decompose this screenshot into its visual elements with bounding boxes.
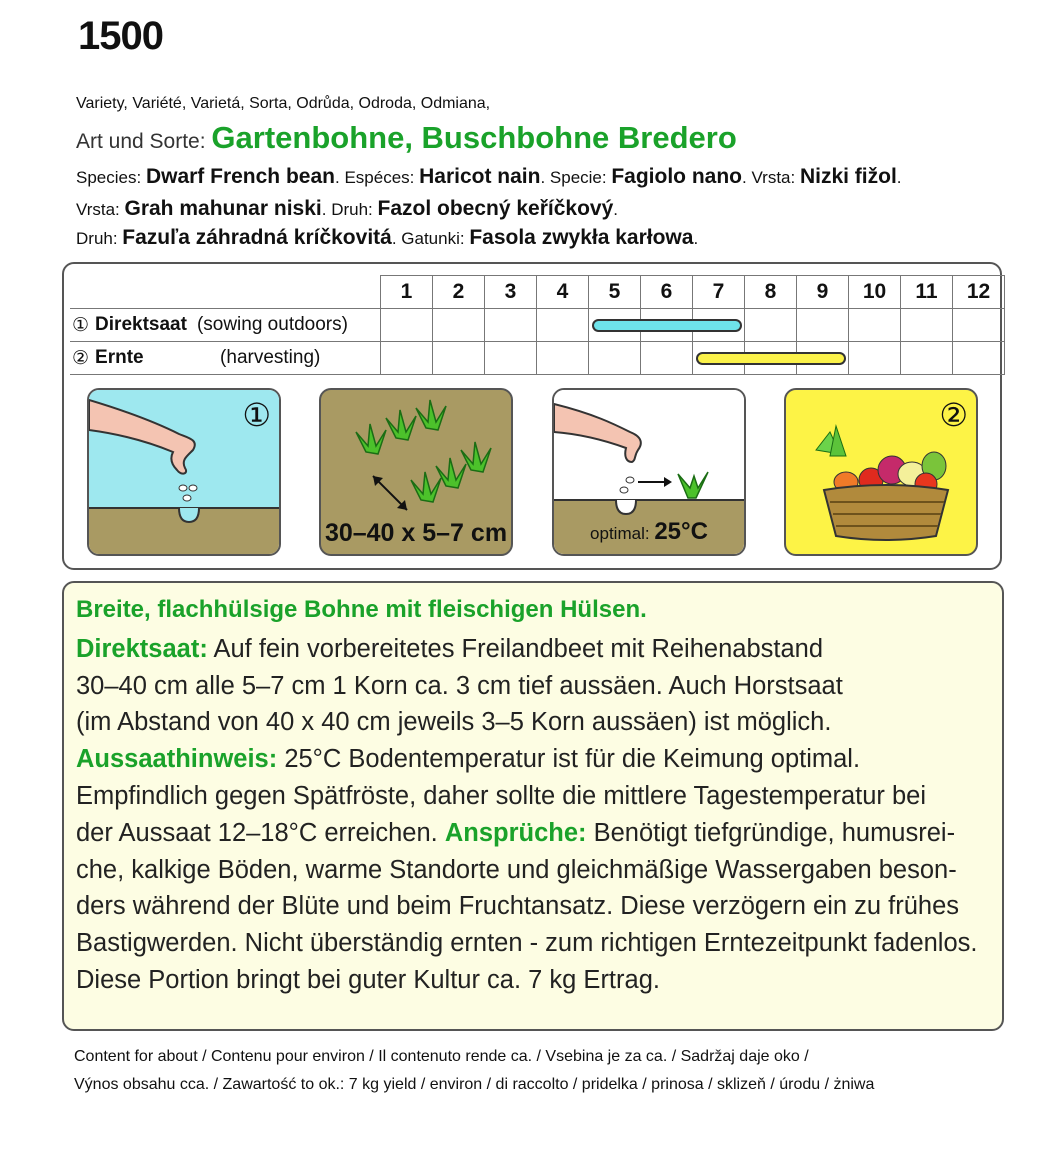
- species-line-2: Vrsta: Grah mahunar niski. Druh: Fazol obecný keříčkový.: [76, 197, 619, 220]
- species-name: Fasola zwykła karłowa: [469, 226, 694, 249]
- species-line-1: Species: Dwarf French bean. Espéces: Haricot nain. Specie: Fagiolo nano. Vrsta: Nizki fižol.: [76, 165, 902, 188]
- footer-line-2: Výnos obsahu cca. / Zawartość to ok.: 7 kg yield / environ / di raccolto / pridelka / prinosa / sklizeň / úrodu / żniwa: [74, 1076, 875, 1093]
- temperature-label: [554, 518, 744, 546]
- month-header: 4: [537, 276, 589, 309]
- description-line: [76, 962, 996, 999]
- row-name: Direktsaat: [95, 313, 187, 335]
- body-text: (im Abstand von 40 x 40 cm jeweils 3–5 Korn aussäen) ist möglich.: [76, 708, 832, 737]
- species-language-label: Druh:: [326, 200, 378, 219]
- month-header: 6: [641, 276, 693, 309]
- section-heading: Direktsaat:: [76, 634, 208, 663]
- sowing-period-bar: [592, 319, 742, 332]
- row-subtitle: (harvesting): [220, 346, 321, 368]
- month-header: 9: [797, 276, 849, 309]
- description-line: [76, 668, 996, 705]
- month-cell: [589, 342, 641, 375]
- month-cell: [641, 342, 693, 375]
- circled-number: ①: [72, 314, 90, 336]
- species-language-label: Specie:: [545, 168, 612, 187]
- species-language-label: Druh:: [76, 229, 123, 248]
- species-name: Haricot nain: [419, 165, 541, 188]
- month-cell: [953, 342, 1005, 375]
- month-cell: [485, 309, 537, 342]
- calendar-row-direktsaat: [70, 309, 1005, 342]
- species-name: Fazuľa záhradná kríčkovitá: [122, 226, 392, 249]
- month-cell: [433, 342, 485, 375]
- month-header: 12: [953, 276, 1005, 309]
- product-code: 1500: [78, 14, 163, 58]
- species-name: Fazol obecný keříčkový: [377, 197, 614, 220]
- species-language-label: Vrsta:: [76, 200, 125, 219]
- month-cell: [485, 342, 537, 375]
- temperature-value: 25°C: [654, 518, 708, 545]
- month-header: 3: [485, 276, 537, 309]
- circled-number: ②: [72, 347, 90, 369]
- section-heading: Ansprüche:: [444, 818, 587, 847]
- row-name: Ernte: [95, 346, 144, 368]
- row-label: [70, 309, 381, 342]
- species-language-label: Vrsta:: [746, 168, 800, 187]
- body-text: 30–40 cm alle 5–7 cm 1 Korn ca. 3 cm tief aussäen. Auch Horstsaat: [76, 671, 843, 700]
- footer-content-note: [74, 1043, 874, 1099]
- month-cell: [901, 342, 953, 375]
- month-header: 2: [433, 276, 485, 309]
- description-line: [76, 925, 996, 962]
- month-cell: [381, 309, 433, 342]
- row-label: [70, 342, 381, 375]
- species-language-label: Gatunki:: [396, 229, 470, 248]
- month-header: 5: [589, 276, 641, 309]
- temperature-prefix: optimal:: [590, 524, 650, 543]
- description-body: [76, 631, 996, 999]
- month-cell: [901, 309, 953, 342]
- month-cell: [537, 342, 589, 375]
- calendar-row-ernte: [70, 342, 1005, 375]
- body-text: ders während der Blüte und beim Fruchtansatz. Diese verzögern ein zu frühes: [76, 892, 960, 921]
- calendar-header-row: [70, 276, 1005, 309]
- body-text: Auf fein vorbereitetes Freilandbeet mit Reihenabstand: [207, 634, 824, 663]
- species-name: Grah mahunar niski: [124, 197, 322, 220]
- month-header: 10: [849, 276, 901, 309]
- spacing-illustration: [319, 388, 513, 556]
- species-name: Fagiolo nano: [611, 165, 742, 188]
- row-subtitle: (sowing outdoors): [196, 313, 348, 335]
- month-cell: [849, 309, 901, 342]
- month-cell: [433, 309, 485, 342]
- body-text: der Aussaat 12–18°C erreichen.: [76, 818, 445, 847]
- sowing-calendar: [70, 275, 1005, 375]
- species-name: Nizki fižol: [799, 165, 897, 188]
- art-label: Art und Sorte:: [76, 130, 206, 153]
- sowing-illustration: [87, 388, 281, 556]
- body-text: 25°C Bodentemperatur ist für die Keimung optimal.: [277, 745, 861, 774]
- species-line-3: Druh: Fazuľa záhradná kríčkovitá. Gatunki: Fasola zwykła karłowa.: [76, 226, 699, 249]
- body-text: Bastigwerden. Nicht überständig ernten - zum richtigen Erntezeitpunkt fadenlos.: [76, 929, 978, 958]
- body-text: Empfindlich gegen Spätfröste, daher sollte die mittlere Tagestemperatur bei: [76, 781, 927, 810]
- variety-name: Gartenbohne, Buschbohne Bredero: [211, 120, 737, 155]
- harvest-period-bar: [696, 352, 846, 365]
- species-language-label: Espéces:: [339, 168, 420, 187]
- description-line: [76, 704, 996, 741]
- month-header: 11: [901, 276, 953, 309]
- description-title: Breite, flachhülsige Bohne mit fleischigen Hülsen.: [76, 596, 647, 623]
- step-badge-1: ①: [242, 397, 271, 433]
- month-cell: [797, 309, 849, 342]
- description-line: [76, 888, 996, 925]
- art-und-sorte-line: [76, 120, 737, 156]
- description-line: [76, 815, 996, 852]
- description-line: [76, 778, 996, 815]
- section-heading: Aussaathinweis:: [76, 745, 278, 774]
- description-text: [76, 592, 996, 999]
- body-text: che, kalkige Böden, warme Standorte und gleichmäßige Wassergaben beson-: [76, 855, 957, 884]
- species-language-label: Species:: [76, 168, 146, 187]
- month-header: 7: [693, 276, 745, 309]
- month-cell: [381, 342, 433, 375]
- description-line: [76, 631, 996, 668]
- body-text: Benötigt tiefgründige, humusrei-: [586, 818, 956, 847]
- description-line: [76, 852, 996, 889]
- step-badge-2: ②: [939, 397, 968, 433]
- month-cell: [745, 309, 797, 342]
- harvest-illustration: [784, 388, 978, 556]
- species-name: Dwarf French bean: [145, 165, 335, 188]
- month-header: 8: [745, 276, 797, 309]
- body-text: Diese Portion bringt bei guter Kultur ca. 7 kg Ertrag.: [76, 965, 660, 994]
- description-line: [76, 741, 996, 778]
- month-cell: [849, 342, 901, 375]
- footer-line-1: Content for about / Contenu pour environ / Il contenuto rende ca. / Vsebina je za ca. / Sadržaj daje oko /: [74, 1048, 809, 1065]
- month-header: 1: [381, 276, 433, 309]
- variety-label-line: Variety, Variété, Varietá, Sorta, Odrůda, Odroda, Odmiana,: [76, 95, 491, 112]
- germination-illustration: [552, 388, 746, 556]
- month-cell: [953, 309, 1005, 342]
- month-cell: [537, 309, 589, 342]
- calendar-corner: [70, 276, 381, 309]
- spacing-label: 30–40 x 5–7 cm: [324, 519, 508, 547]
